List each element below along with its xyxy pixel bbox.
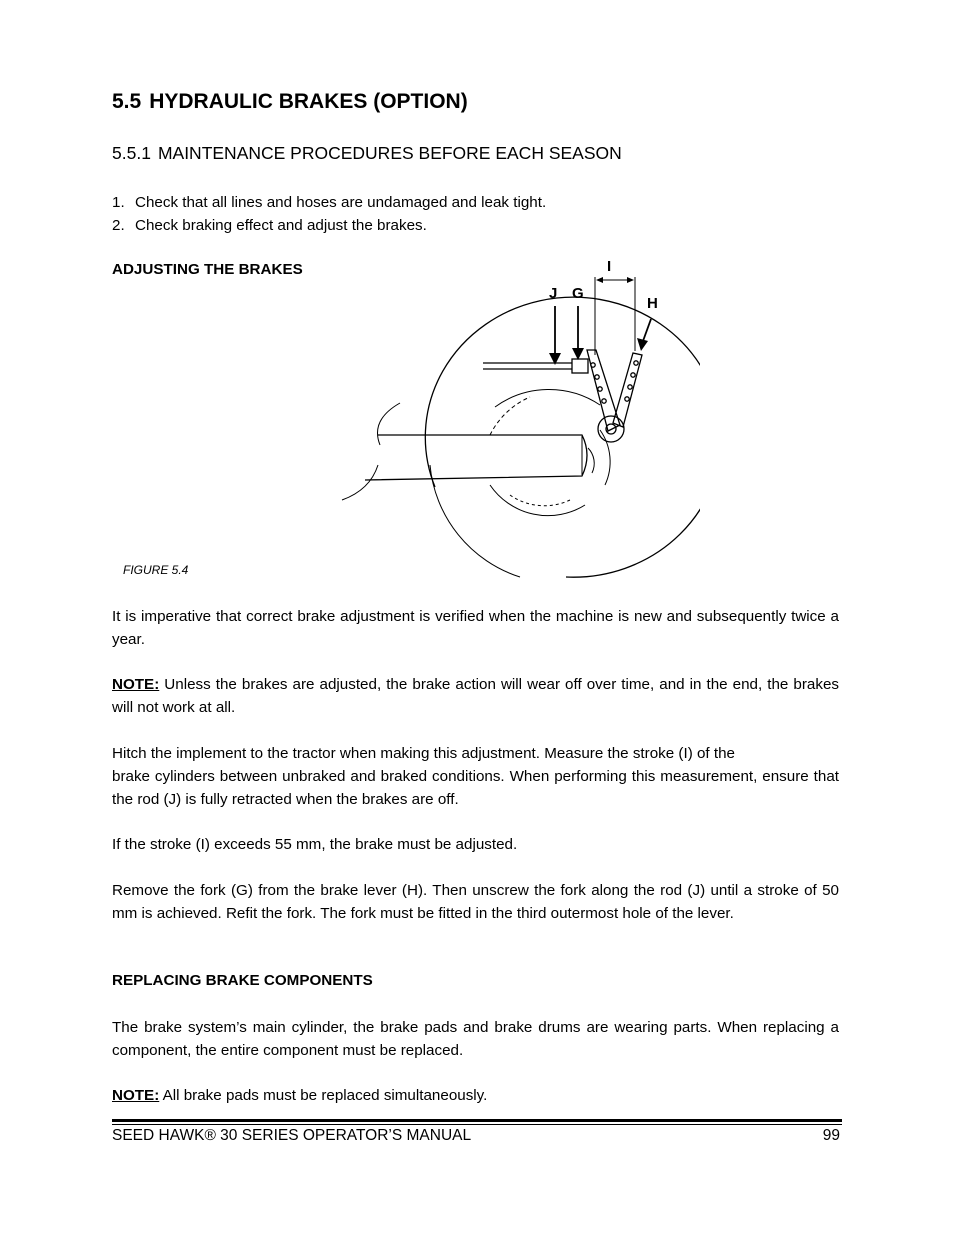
lever-hole [628,385,632,389]
footer-manual-title: SEED HAWK® 30 SERIES OPERATOR’S MANUAL [112,1127,472,1144]
axle-beam [365,435,587,480]
footer-rule-thin [112,1124,842,1125]
dimension-arrow-head [627,277,634,283]
maintenance-checklist [112,192,546,237]
paragraph-verify: It is imperative that correct brake adjustment is verified when the machine is new and subsequently twice a year. [112,608,839,648]
hub-arc [588,448,594,473]
lever-hole [598,387,602,391]
figure-caption: FIGURE 5.4 [123,563,189,577]
brake-diagram [330,255,700,585]
subsection-heading [112,143,622,164]
list-item: 1. Check that all lines and hoses are undamaged and leak tight. [112,194,547,211]
brake-fork [572,359,588,373]
drum-outer-arc [425,297,700,577]
section-heading [112,90,468,114]
inner-arc-4 [510,495,570,506]
subsection-number: 5.5.1 [112,143,151,163]
label-i: I [607,258,612,275]
inner-arc-3 [490,485,585,516]
inner-arc-1 [495,390,600,407]
note-text: All brake pads must be replaced simultaneously. [159,1087,488,1104]
arrow-h-head [637,338,648,351]
lever-hole [602,399,606,403]
lever-hole [634,361,638,365]
footer-rule-thick [112,1119,842,1122]
axle-top-curve [378,403,401,445]
list-item: 2. Check braking effect and adjust the brakes. [112,216,427,234]
replacing-components-heading: REPLACING BRAKE COMPONENTS [112,972,373,989]
lever-hole [595,375,599,379]
section-number: 5.5 [112,90,142,113]
page-number: 99 [822,1127,840,1144]
note-text: Unless the brakes are adjusted, the brake action will wear off over time, and in the end, the brakes will not work at all. [112,676,839,716]
drum-lower-arc [430,465,520,577]
subsection-title: MAINTENANCE PROCEDURES BEFORE EACH SEASON [157,143,622,163]
paragraph-hitch-line1: Hitch the implement to the tractor when making this adjustment. Measure the stroke (I) of the [112,745,735,762]
arrow-g-head [572,348,584,360]
label-h: H [647,295,658,312]
paragraph-fork: Remove the fork (G) from the brake lever (H). Then unscrew the fork along the rod (J) until a stroke of 50 mm is achieved. Refit the fork. The fork must be fitted in the third outermost hole of the lever. [112,882,839,922]
paragraph-wearing-parts: The brake system’s main cylinder, the brake pads and brake drums are wearing parts. When replacing a component, the entire component must be replaced. [112,1019,839,1059]
label-g: G [572,285,584,302]
paragraph-stroke: If the stroke (I) exceeds 55 mm, the brake must be adjusted. [112,836,518,853]
paragraph-hitch: brake cylinders between unbraked and braked conditions. When performing this measurement, ensure that the rod (J) is fully retracted when the brakes are off. [112,768,839,808]
arrow-h [643,319,651,341]
lever-hole [625,397,629,401]
note-label: NOTE: [112,1087,160,1104]
note-paragraph [112,1085,839,1108]
lever-hole [631,373,635,377]
dimension-arrow-head [596,277,603,283]
label-j: J [549,285,558,302]
note-label: NOTE: [112,676,160,693]
note-paragraph [112,674,839,719]
adjusting-brakes-heading: ADJUSTING THE BRAKES [112,261,303,278]
axle-bottom-curve [342,465,378,500]
section-title: HYDRAULIC BRAKES (OPTION) [149,90,468,113]
inner-arc-2 [490,397,530,435]
